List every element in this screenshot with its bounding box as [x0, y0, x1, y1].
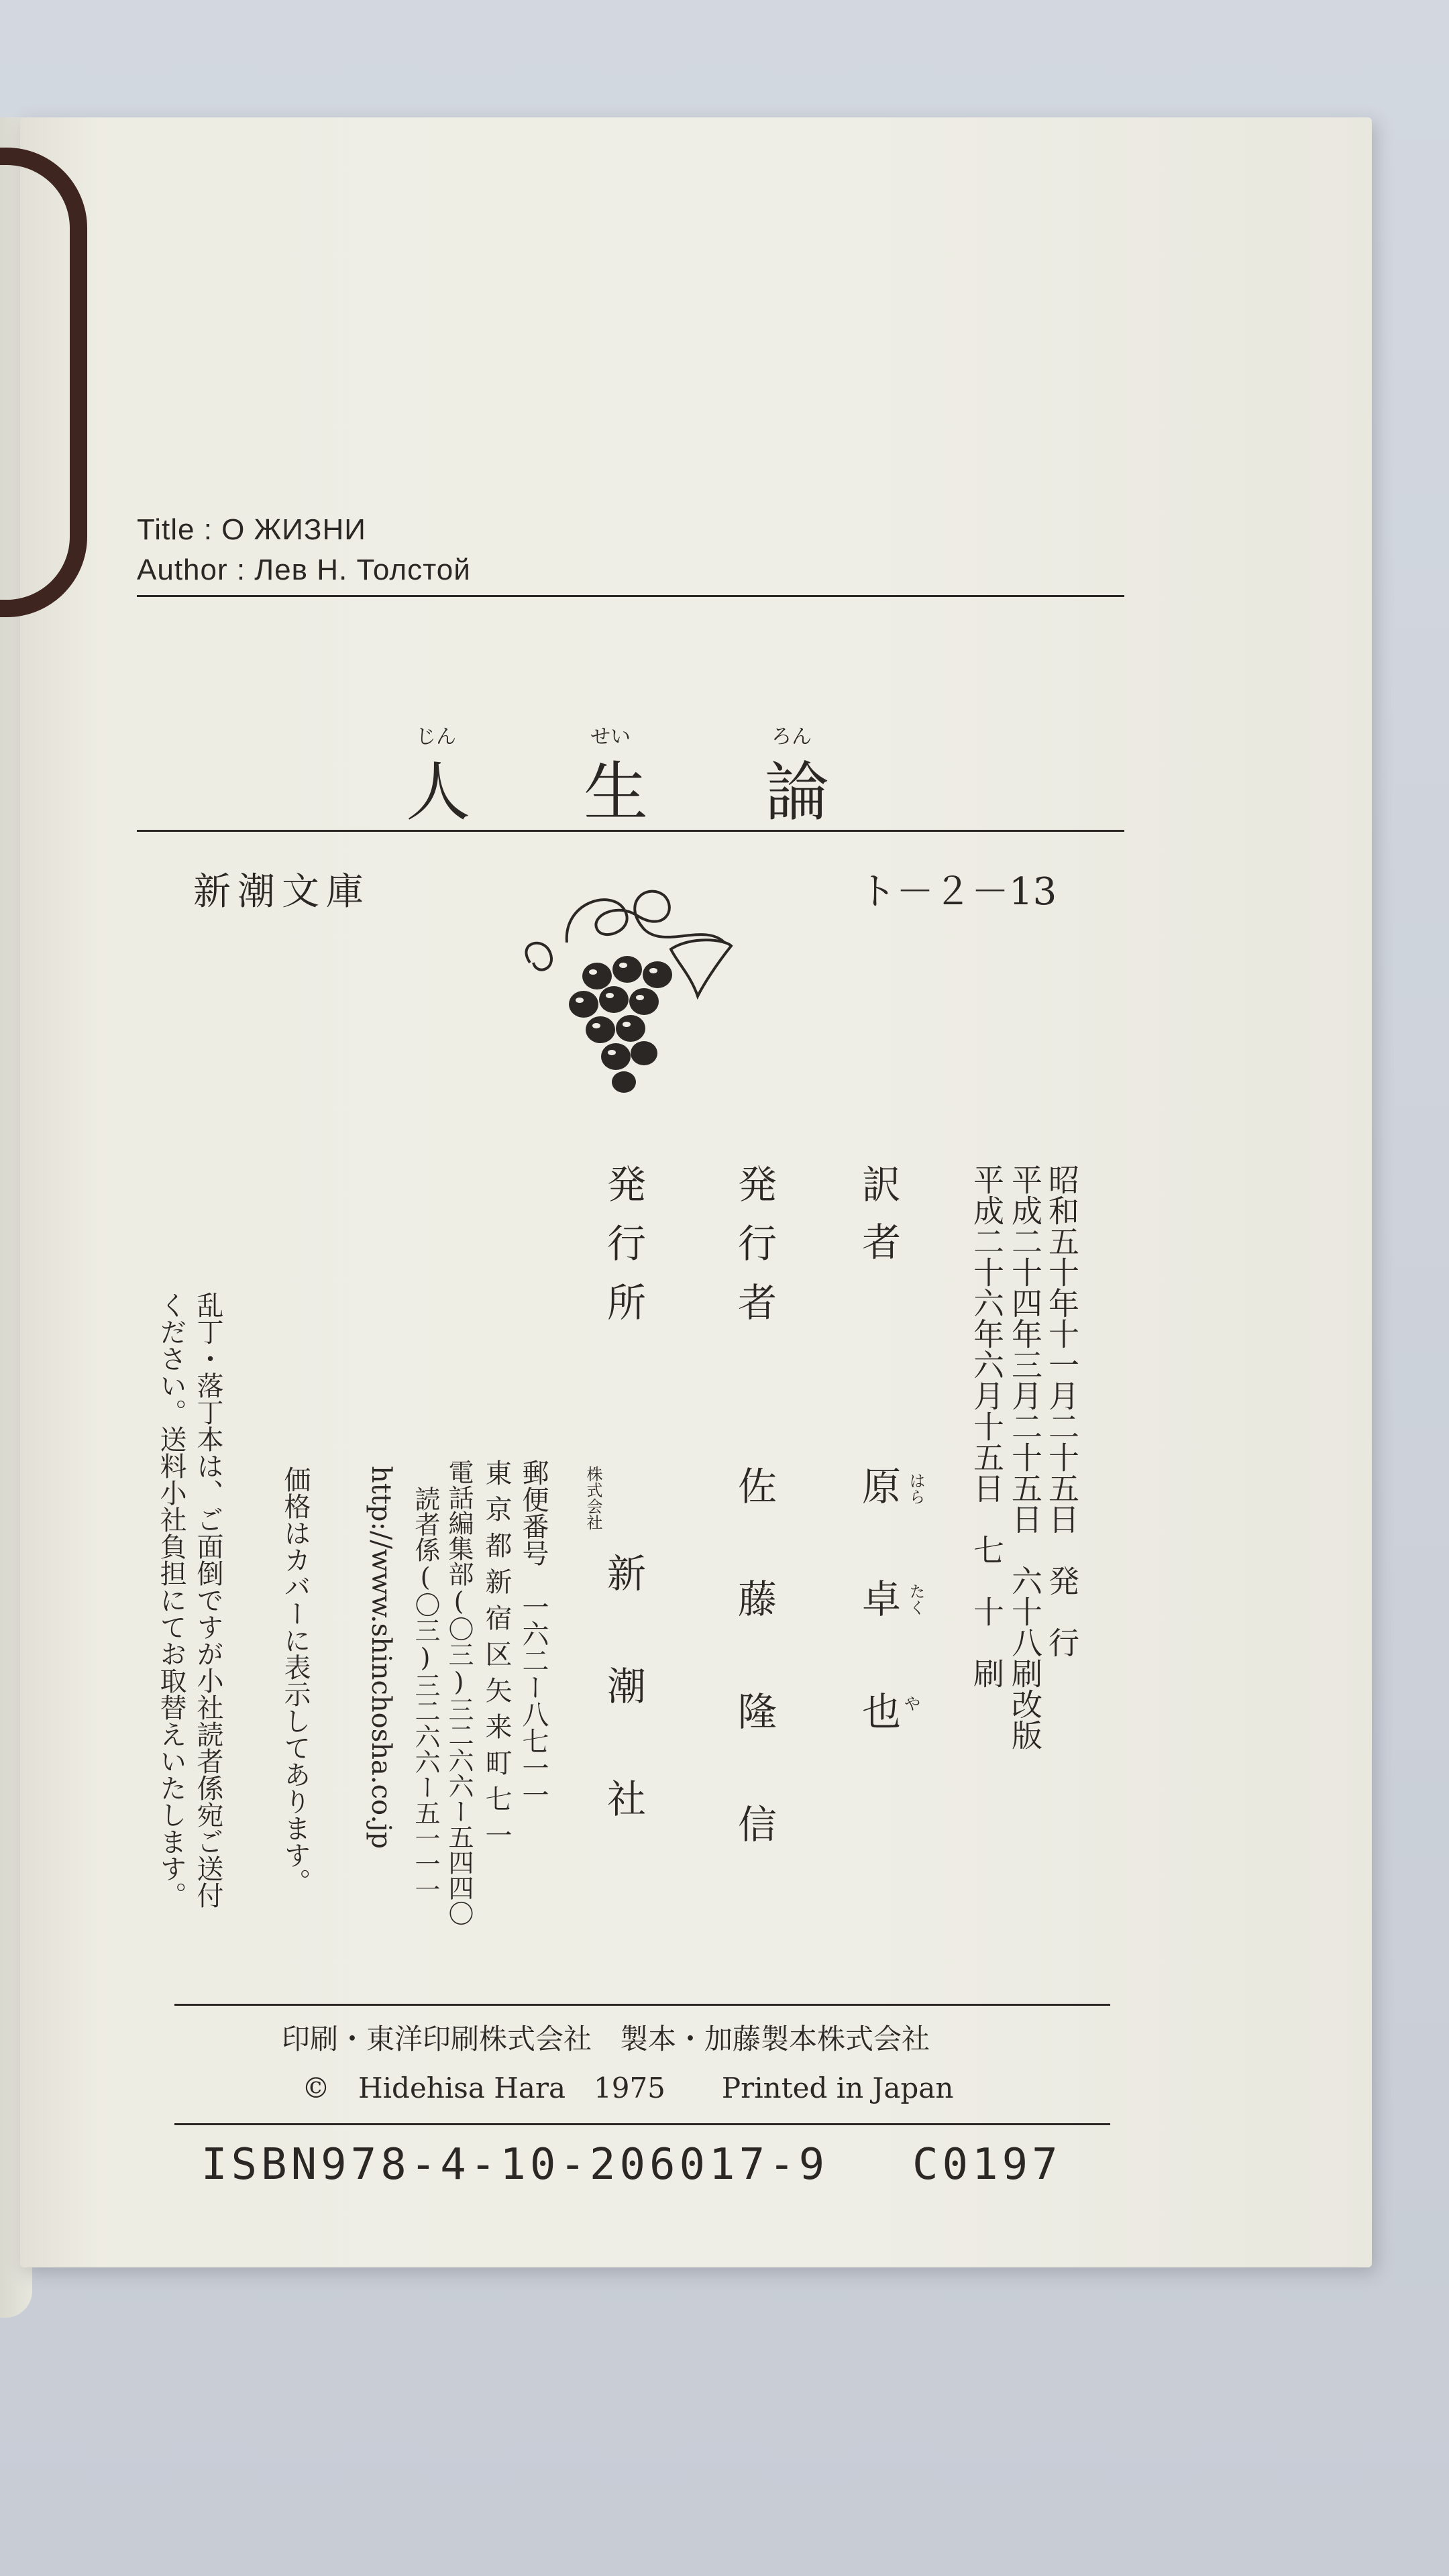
title-char-1: 人 [406, 755, 470, 830]
print-rule-bottom [174, 2123, 1110, 2125]
printing-info: 印刷・東洋印刷株式会社 製本・加藤製本株式会社 [282, 2023, 930, 2055]
translator-ruby-2: たく [906, 1583, 925, 1615]
translator-name: 原卓也 [855, 1466, 901, 1804]
translator-ruby-1: はら [906, 1472, 925, 1505]
date-revised: 平成二十四年三月二十五日 六十八刷改版 [1007, 1164, 1043, 1750]
date-first-edition: 昭和五十年十一月二十五日 発 行 [1044, 1164, 1080, 1658]
top-rule [137, 595, 1124, 597]
publisher-person-name: 佐藤隆信 [731, 1466, 777, 1917]
colophon-page [20, 117, 1372, 2267]
ruby-ron: ろん [771, 725, 812, 749]
series-number: ト－２－13 [859, 870, 1057, 914]
ruby-sei: せい [590, 725, 631, 749]
publisher-company-role: 発行所 [600, 1164, 646, 1341]
publisher-person-role: 発行者 [731, 1164, 777, 1341]
return-note-line-2: ください。送料小社負担にてお取替えいたします。 [156, 1291, 186, 1909]
publisher-company-name: 新潮社 [600, 1553, 646, 1891]
translator-ruby-3: や [904, 1695, 920, 1713]
publisher-url[interactable]: http://www.shinchosha.co.jp [366, 1466, 396, 1849]
phone-editorial: 電話編集部(〇三)三二六六ー五四四〇 [444, 1459, 474, 1926]
address: 東京都新宿区矢来町七一 [481, 1459, 512, 1858]
date-current-print: 平成二十六年六月十五日 七 十 刷 [969, 1164, 1005, 1688]
return-note-line-1: 乱丁・落丁本は、ご面倒ですが小社読者係宛ご送付 [193, 1291, 223, 1909]
title-rule [137, 830, 1124, 832]
print-rule-top [174, 2004, 1110, 2006]
ruby-jin: じん [416, 725, 456, 749]
price-note: 価格はカバーに表示してあります。 [280, 1466, 311, 1895]
series-label: 新潮文庫 [193, 870, 370, 914]
postal-code: 郵便番号 一六二ー八七一一 [518, 1459, 549, 1808]
kabushiki-label: 株式会社 [584, 1466, 602, 1530]
translator-role: 訳者 [855, 1164, 901, 1279]
title-char-2: 生 [584, 755, 648, 830]
c-code: C0197 [912, 2140, 1062, 2190]
copyright-line: © Hidehisa Hara 1975 Printed in Japan [302, 2072, 954, 2104]
title-char-3: 論 [765, 755, 829, 830]
original-author: Author : Лев Н. Толстой [137, 553, 471, 586]
bookmark-ribbon [0, 148, 87, 617]
isbn-code: ISBN978-4-10-206017-9 [201, 2140, 829, 2190]
grape-logo-icon [503, 862, 758, 1104]
original-title: Title : О ЖИЗНИ [137, 513, 366, 546]
phone-reader: 読者係(〇三)三二六六ー五一一一 [411, 1486, 440, 1902]
